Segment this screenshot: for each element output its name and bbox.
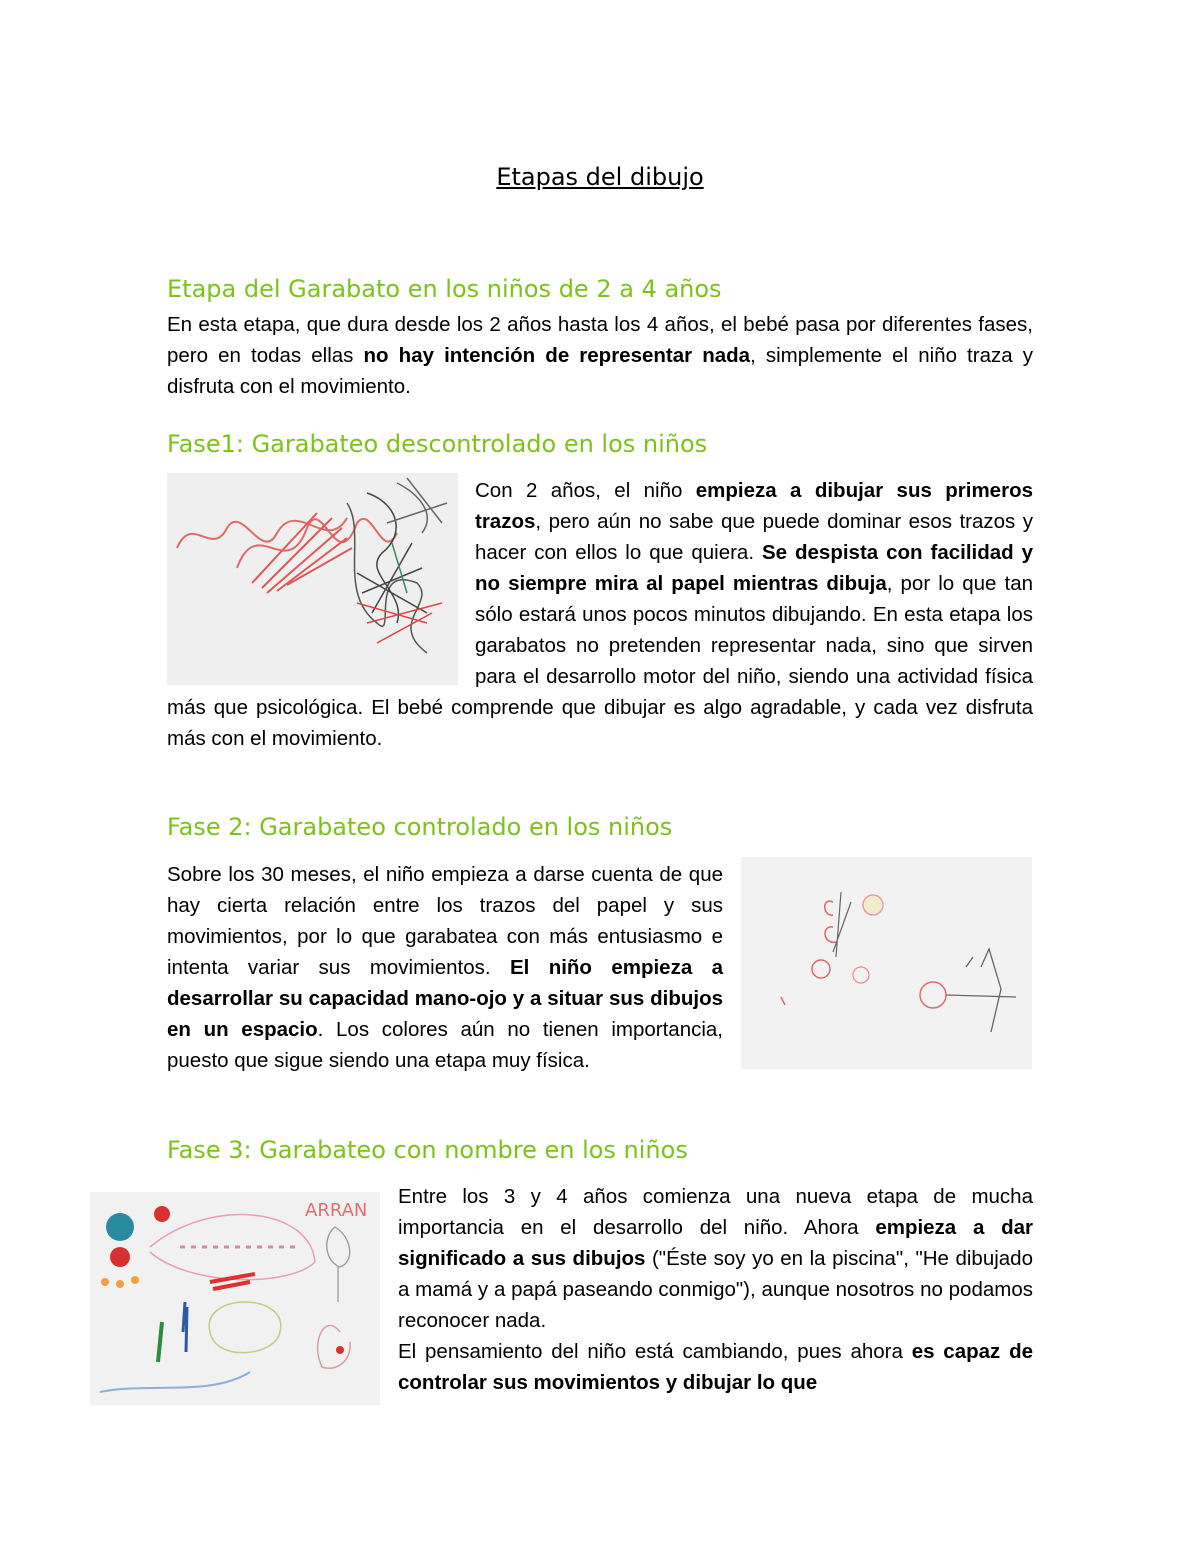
page-title: Etapas del dibujo: [496, 163, 704, 191]
paragraph-fase1: [167, 475, 1033, 754]
section-heading-garabato: Etapa del Garabato en los niños de 2 a 4 años: [167, 275, 722, 303]
text-run: , por lo que tan sólo estará unos pocos minutos dibujando. En esta etapa los garabatos no pretenden representar nada, sino que sirven para el desarrollo motor del niño, siendo una actividad física más que psicológica. El bebé comprende que dibujar es algo agradable, y cada vez disfruta más con el movimiento.: [167, 572, 1033, 750]
bold-text: empieza a dar significado a sus dibujos: [398, 1216, 1033, 1270]
text-run: ("Éste soy yo en la piscina", "He dibujado a mamá y a papá paseando conmigo"), aunque nosotros no podamos reconocer nada.: [398, 1247, 1033, 1332]
text-run: . Los colores aún no tienen importancia, puesto que sigue siendo una etapa muy física.: [167, 1018, 723, 1072]
section-heading-fase1: Fase1: Garabateo descontrolado en los niños: [167, 430, 708, 458]
image-float-spacer: [167, 475, 475, 690]
text-run: , simplemente el niño traza y disfruta con el movimiento.: [167, 344, 1033, 398]
paragraph-garabato: [167, 309, 1033, 402]
text-run: En esta etapa, que dura desde los 2 años hasta los 4 años, el bebé pasa por diferentes fases, pero en todas ellas: [167, 313, 1033, 367]
section-heading-fase2: Fase 2: Garabateo controlado en los niños: [167, 813, 673, 841]
drawing-lettering: ARRAN: [305, 1200, 368, 1221]
section-heading-fase3: Fase 3: Garabateo con nombre en los niños: [167, 1136, 688, 1164]
paragraph-fase3-continued: [398, 1336, 1033, 1398]
text-run: Con 2 años, el niño: [475, 479, 696, 502]
bold-text: no hay intención de representar nada: [363, 344, 751, 367]
paragraph-fase2: [167, 859, 723, 1076]
text-run: Sobre los 30 meses, el niño empieza a darse cuenta de que hay cierta relación entre los trazos del papel y sus movimientos, por lo que garabatea con más entusiasmo e intenta variar sus movimientos.: [167, 863, 723, 979]
fase3-text-block: [398, 1181, 1033, 1398]
text-run: Entre los 3 y 4 años comienza una nueva etapa de mucha importancia en el desarrollo del niño. Ahora: [398, 1185, 1033, 1239]
bold-text: El niño empieza a desarrollar su capacidad mano-ojo y a situar sus dibujos en un espacio: [167, 956, 723, 1041]
controlled-scribble-image: [741, 857, 1032, 1069]
bold-text: empieza a dibujar sus primeros trazos: [475, 479, 1033, 533]
bold-text: es capaz de controlar sus movimientos y dibujar lo que: [398, 1340, 1033, 1394]
text-run: , pero aún no sabe que puede dominar esos trazos y hacer con ellos lo que quiera.: [475, 510, 1033, 564]
named-scribble-image: [90, 1192, 380, 1405]
paragraph-fase3: [398, 1181, 1033, 1336]
bold-text: Se despista con facilidad y no siempre mira al papel mientras dibuja: [475, 541, 1033, 595]
text-run: El pensamiento del niño está cambiando, pues ahora: [398, 1340, 912, 1363]
